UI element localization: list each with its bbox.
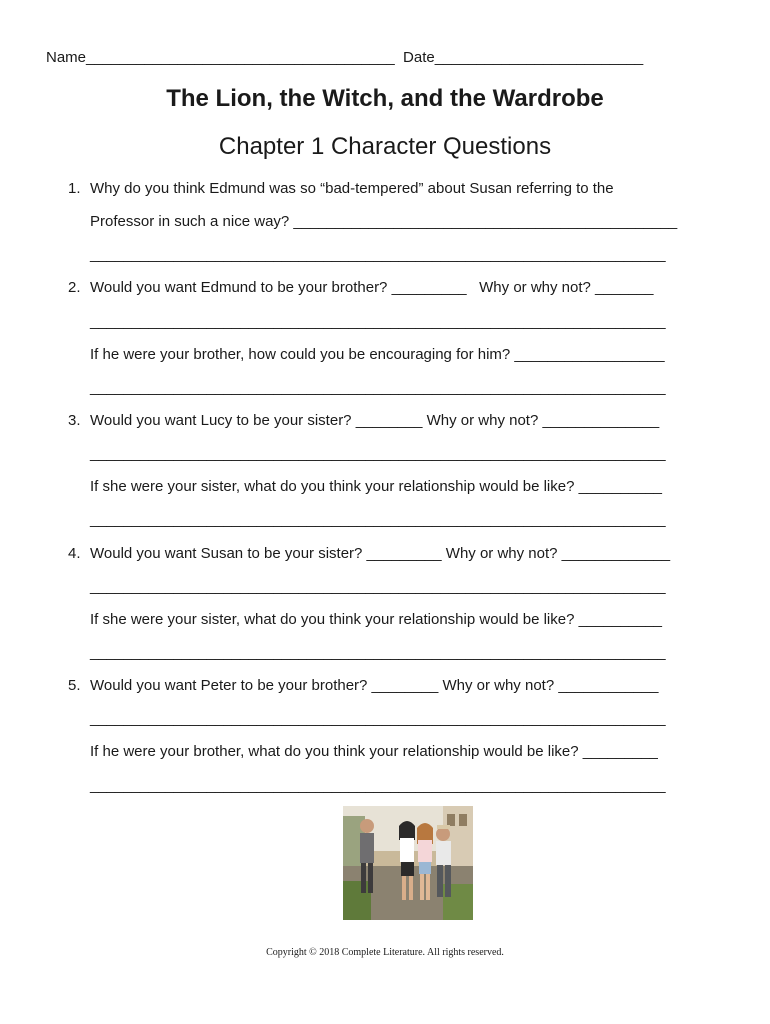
question-5-number: 5. xyxy=(68,677,81,694)
question-5-answer-line[interactable]: _____________________________________________________________________ xyxy=(90,710,666,727)
question-1-answer-line[interactable]: _____________________________________________________________________ xyxy=(90,246,666,263)
question-3-number: 3. xyxy=(68,412,81,429)
question-2-text[interactable]: Would you want Edmund to be your brother? _________ Why or why not? _______ xyxy=(90,279,654,296)
question-4-text[interactable]: Would you want Susan to be your sister? _________ Why or why not? _____________ xyxy=(90,545,671,562)
name-field[interactable]: _____________________________________ xyxy=(86,49,395,66)
question-5-follow-up-answer-line[interactable]: _____________________________________________________________________ xyxy=(90,777,666,794)
question-4-follow-up-answer-line[interactable]: _____________________________________________________________________ xyxy=(90,644,666,661)
children-photo xyxy=(343,806,473,920)
header-name-date-line xyxy=(46,49,643,67)
copyright-notice: Copyright © 2018 Complete Literature. All rights reserved. xyxy=(266,947,504,958)
question-4-follow-up[interactable]: If she were your sister, what do you think your relationship would be like? __________ xyxy=(90,611,663,628)
date-label: Date xyxy=(403,49,435,66)
worksheet-title: The Lion, the Witch, and the Wardrobe xyxy=(166,85,604,112)
photo-of-four-children-icon xyxy=(343,806,473,920)
question-3-text[interactable]: Would you want Lucy to be your sister? ________ Why or why not? ______________ xyxy=(90,412,660,429)
date-field[interactable]: _________________________ xyxy=(434,49,644,66)
question-2-number: 2. xyxy=(68,279,81,296)
question-5-text[interactable]: Would you want Peter to be your brother? ________ Why or why not? ____________ xyxy=(90,677,659,694)
question-2-answer-line[interactable]: _____________________________________________________________________ xyxy=(90,313,666,330)
question-3-follow-up[interactable]: If she were your sister, what do you think your relationship would be like? __________ xyxy=(90,478,663,495)
question-1-number: 1. xyxy=(68,180,81,197)
question-3-answer-line[interactable]: _____________________________________________________________________ xyxy=(90,445,666,462)
question-4-answer-line[interactable]: _____________________________________________________________________ xyxy=(90,578,666,595)
name-label: Name xyxy=(46,49,87,66)
question-2-follow-up[interactable]: If he were your brother, how could you be encouraging for him? __________________ xyxy=(90,346,665,363)
question-4-number: 4. xyxy=(68,545,81,562)
question-1-text-line2[interactable]: Professor in such a nice way? ______________________________________________ xyxy=(90,213,678,230)
question-2-follow-up-answer-line[interactable]: _____________________________________________________________________ xyxy=(90,379,666,396)
question-5-follow-up[interactable]: If he were your brother, what do you think your relationship would be like? _________ xyxy=(90,743,658,760)
question-3-follow-up-answer-line[interactable]: _____________________________________________________________________ xyxy=(90,511,666,528)
worksheet-subtitle: Chapter 1 Character Questions xyxy=(218,133,552,160)
question-1-text-line1: Why do you think Edmund was so “bad-tempered” about Susan referring to the xyxy=(90,180,614,197)
